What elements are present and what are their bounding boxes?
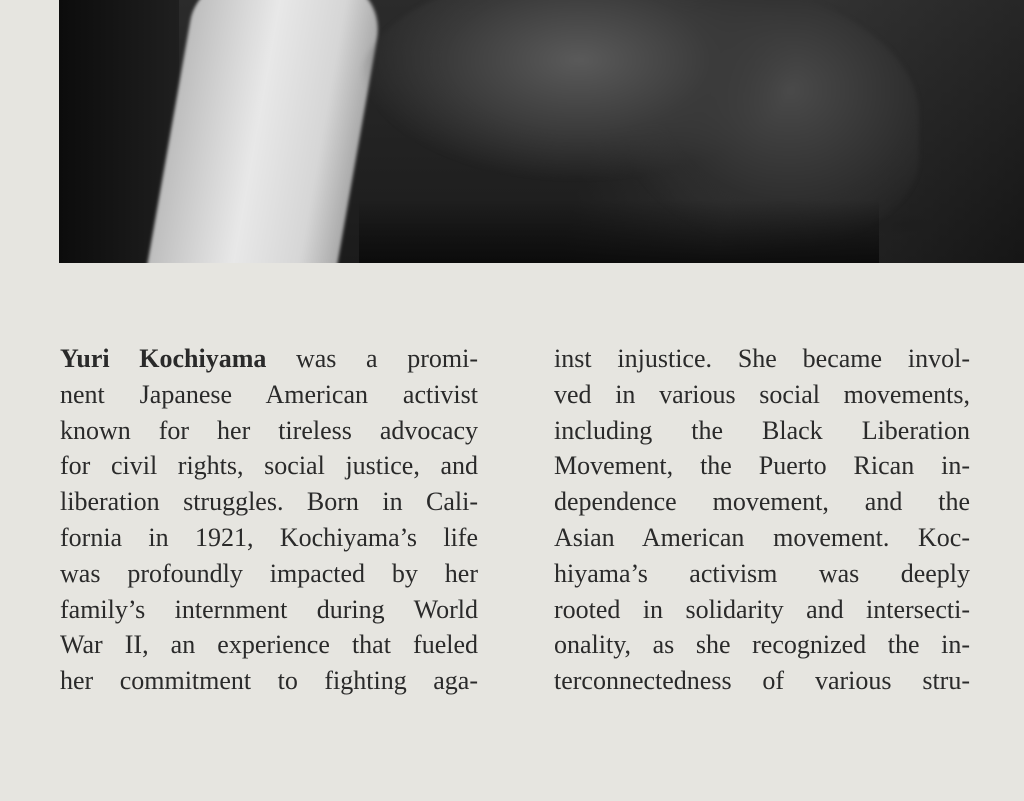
text-line: nent Japanese American activist [60,379,478,409]
text-line: hiyama’s activism was deeply [554,558,970,588]
text-line: onality, as she recognized the in- [554,630,970,660]
photo-shadow-bottom [359,200,879,263]
text-line: rooted in solidarity and intersecti- [554,594,970,624]
text-line: inst injustice. She became invol- [554,344,970,373]
text-line: for civil rights, social justice, and [60,451,478,481]
text-line: ved in various social movements, [554,379,970,409]
text-line: liberation struggles. Born in Cali- [60,487,478,517]
text-line-fragment: was a promi- [266,344,478,373]
text-line: War II, an experience that fueled [60,630,478,660]
text-line: was profoundly impacted by her [60,558,478,588]
text-line [60,341,478,377]
article-column-right [554,341,970,699]
text-line: including the Black Liberation [554,415,970,445]
person-name: Yuri Kochiyama [60,344,267,373]
photo-arm [145,0,388,263]
text-line: her commitment to fighting aga- [60,666,478,696]
article-column-left [60,341,478,699]
text-line: known for her tireless advocacy [60,415,478,445]
hero-photo [59,0,1024,263]
text-line: family’s internment during World [60,594,478,624]
text-line: Movement, the Puerto Rican in- [554,451,970,481]
text-line: fornia in 1921, Kochiyama’s life [60,522,478,552]
text-line: terconnectedness of various stru- [554,666,970,696]
text-line: Asian American movement. Koc- [554,522,970,552]
text-line: dependence movement, and the [554,487,970,517]
